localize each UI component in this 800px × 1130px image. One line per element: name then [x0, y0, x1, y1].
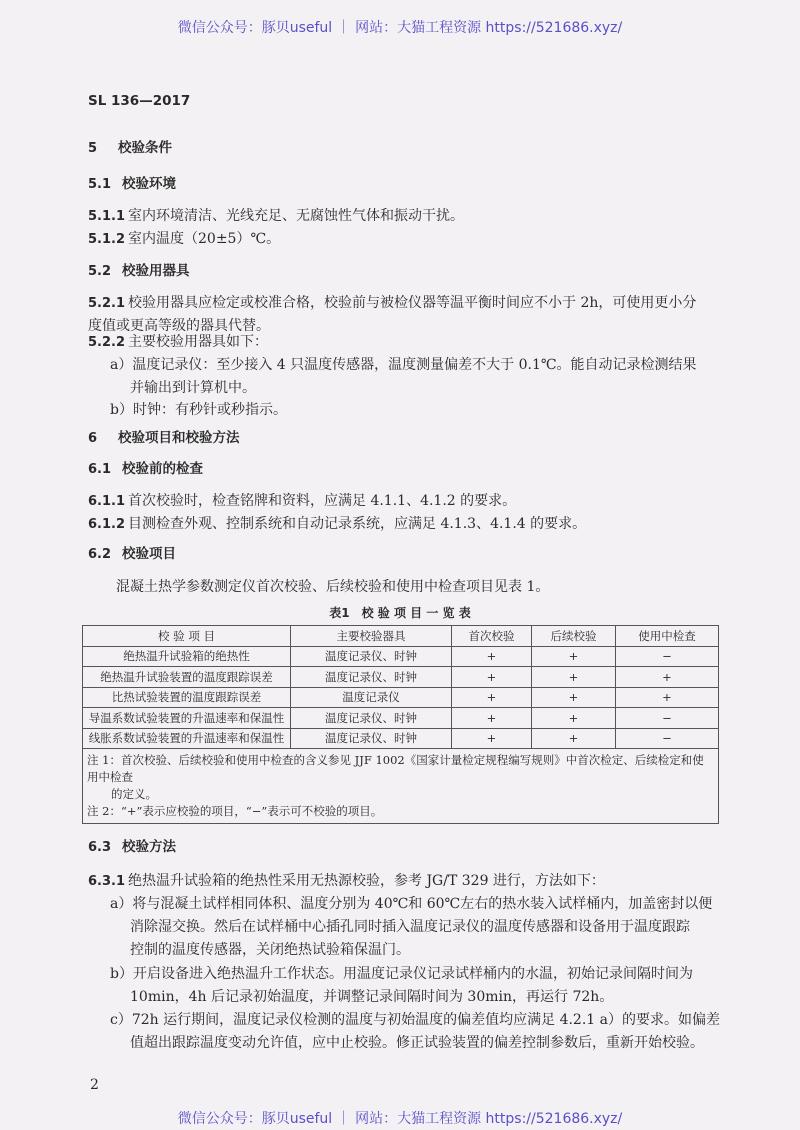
section-5-heading: 5 校验条件	[88, 140, 172, 156]
clause-5-1-2: 5.1.2 室内温度（20±5）℃。	[88, 231, 281, 247]
table-row	[83, 667, 719, 688]
cell: +	[452, 646, 532, 667]
cell: +	[532, 646, 616, 667]
cell: −	[616, 708, 719, 729]
table-row	[83, 687, 719, 708]
table-notes	[83, 749, 719, 824]
clause-6-1-1: 6.1.1 首次校验时，检查铭牌和资料，应满足 4.1.1、4.1.2 的要求。	[88, 493, 517, 509]
cell: −	[616, 728, 719, 749]
section-6-1-heading: 6.1 校验前的检查	[88, 461, 203, 477]
step-b-cont: 10min，4h 后记录初始温度，并调整记录间隔时间为 30min，再运行 72h。	[130, 989, 614, 1005]
note-1: 注 1：首次校验、后续校验和使用中检查的含义参见 JJF 1002《国家计量检定规程编写规则》中首次检定、后续检定和使用中检查	[87, 753, 704, 784]
cell: 温度记录仪、时钟	[291, 728, 452, 749]
cell: 温度记录仪、时钟	[291, 667, 452, 688]
table-row	[83, 646, 719, 667]
cell: 温度记录仪、时钟	[291, 646, 452, 667]
header-cell: 后续校验	[532, 626, 616, 647]
header-cell: 校 验 项 目	[83, 626, 291, 647]
cell: 温度记录仪	[291, 687, 452, 708]
cell: 比热试验装置的温度跟踪误差	[83, 687, 291, 708]
cell: +	[532, 708, 616, 729]
table-header-row	[83, 626, 719, 647]
table-row	[83, 728, 719, 749]
note-1-cont: 的定义。	[111, 787, 157, 801]
watermark-top: 微信公众号：豚贝useful ｜ 网站：大猫工程资源 https://521686.xyz/	[177, 20, 623, 36]
item-a-cont: 并输出到计算机中。	[130, 380, 256, 396]
cell: +	[452, 728, 532, 749]
section-6-2-text: 混凝土热学参数测定仪首次校验、后续校验和使用中检查项目见表 1。	[116, 579, 550, 595]
cell: +	[452, 667, 532, 688]
item-a: a）温度记录仪：至少接入 4 只温度传感器，温度测量偏差不大于 0.1℃。能自动记录检测结果	[110, 357, 697, 373]
cell: +	[532, 687, 616, 708]
table-row	[83, 708, 719, 729]
cell: +	[616, 687, 719, 708]
cell: 绝热温升试验箱的绝热性	[83, 646, 291, 667]
clause-6-1-2: 6.1.2 目测检查外观、控制系统和自动记录系统，应满足 4.1.3、4.1.4 的要求。	[88, 516, 587, 532]
page-number: 2	[90, 1077, 99, 1093]
clause-5-2-2: 5.2.2 主要校验用器具如下：	[88, 334, 268, 350]
table-notes-row	[83, 749, 719, 824]
section-6-3-heading: 6.3 校验方法	[88, 839, 176, 855]
header-cell: 使用中检查	[616, 626, 719, 647]
step-c-cont: 值超出跟踪温度变动允许值，应中止校验。修正试验装置的偏差控制参数后，重新开始校验。	[130, 1035, 704, 1051]
step-a-cont: 消除湿交换。然后在试样桶中心插孔同时插入温度记录仪的温度传感器和设备用于温度跟踪	[130, 919, 690, 935]
cell: 导温系数试验装置的升温速率和保温性	[83, 708, 291, 729]
clause-5-2-1-cont: 度值或更高等级的器具代替。	[88, 318, 270, 334]
table-title: 表1 校 验 项 目 一 览 表	[329, 606, 471, 620]
cell: +	[616, 667, 719, 688]
watermark-bottom: 微信公众号：豚贝useful ｜ 网站：大猫工程资源 https://521686.xyz/	[177, 1111, 623, 1127]
section-6-2-heading: 6.2 校验项目	[88, 546, 176, 562]
cell: +	[532, 728, 616, 749]
section-5-2-heading: 5.2 校验用器具	[88, 263, 190, 279]
cell: +	[452, 687, 532, 708]
item-b: b）时钟：有秒针或秒指示。	[110, 402, 287, 418]
step-a: a）将与混凝土试样相同体积、温度分别为 40℃和 60℃左右的热水装入试样桶内，加盖密封以便	[110, 896, 713, 912]
clause-5-2-1: 5.2.1 校验用器具应检定或校准合格，校验前与被检仪器等温平衡时间应不小于 2h，可使用更小分	[88, 295, 697, 311]
note-2: 注 2：“+”表示应校验的项目，“−”表示可不校验的项目。	[87, 804, 383, 818]
section-6-heading: 6 校验项目和校验方法	[88, 430, 240, 446]
step-c: c）72h 运行期间，温度记录仪检测的温度与初始温度的偏差值均应满足 4.2.1 a）的要求。如偏差	[110, 1012, 720, 1028]
step-b: b）开启设备进入绝热温升工作状态。用温度记录仪记录试样桶内的水温，初始记录间隔时间为	[110, 966, 693, 982]
cell: −	[616, 646, 719, 667]
cell: 绝热温升试验装置的温度跟踪误差	[83, 667, 291, 688]
section-5-1-heading: 5.1 校验环境	[88, 176, 176, 192]
step-a-cont: 控制的温度传感器，关闭绝热试验箱保温门。	[130, 942, 410, 958]
clause-5-1-1: 5.1.1 室内环境清洁、光线充足、无腐蚀性气体和振动干扰。	[88, 208, 464, 224]
clause-6-3-1: 6.3.1 绝热温升试验箱的绝热性采用无热源校验，参考 JG/T 329 进行，方法如下：	[88, 873, 605, 889]
verification-items-table	[82, 625, 719, 824]
cell: 线胀系数试验装置的升温速率和保温性	[83, 728, 291, 749]
cell: +	[532, 667, 616, 688]
header-cell: 主要校验器具	[291, 626, 452, 647]
cell: +	[452, 708, 532, 729]
doc-code: SL 136—2017	[88, 93, 191, 109]
header-cell: 首次校验	[452, 626, 532, 647]
cell: 温度记录仪、时钟	[291, 708, 452, 729]
